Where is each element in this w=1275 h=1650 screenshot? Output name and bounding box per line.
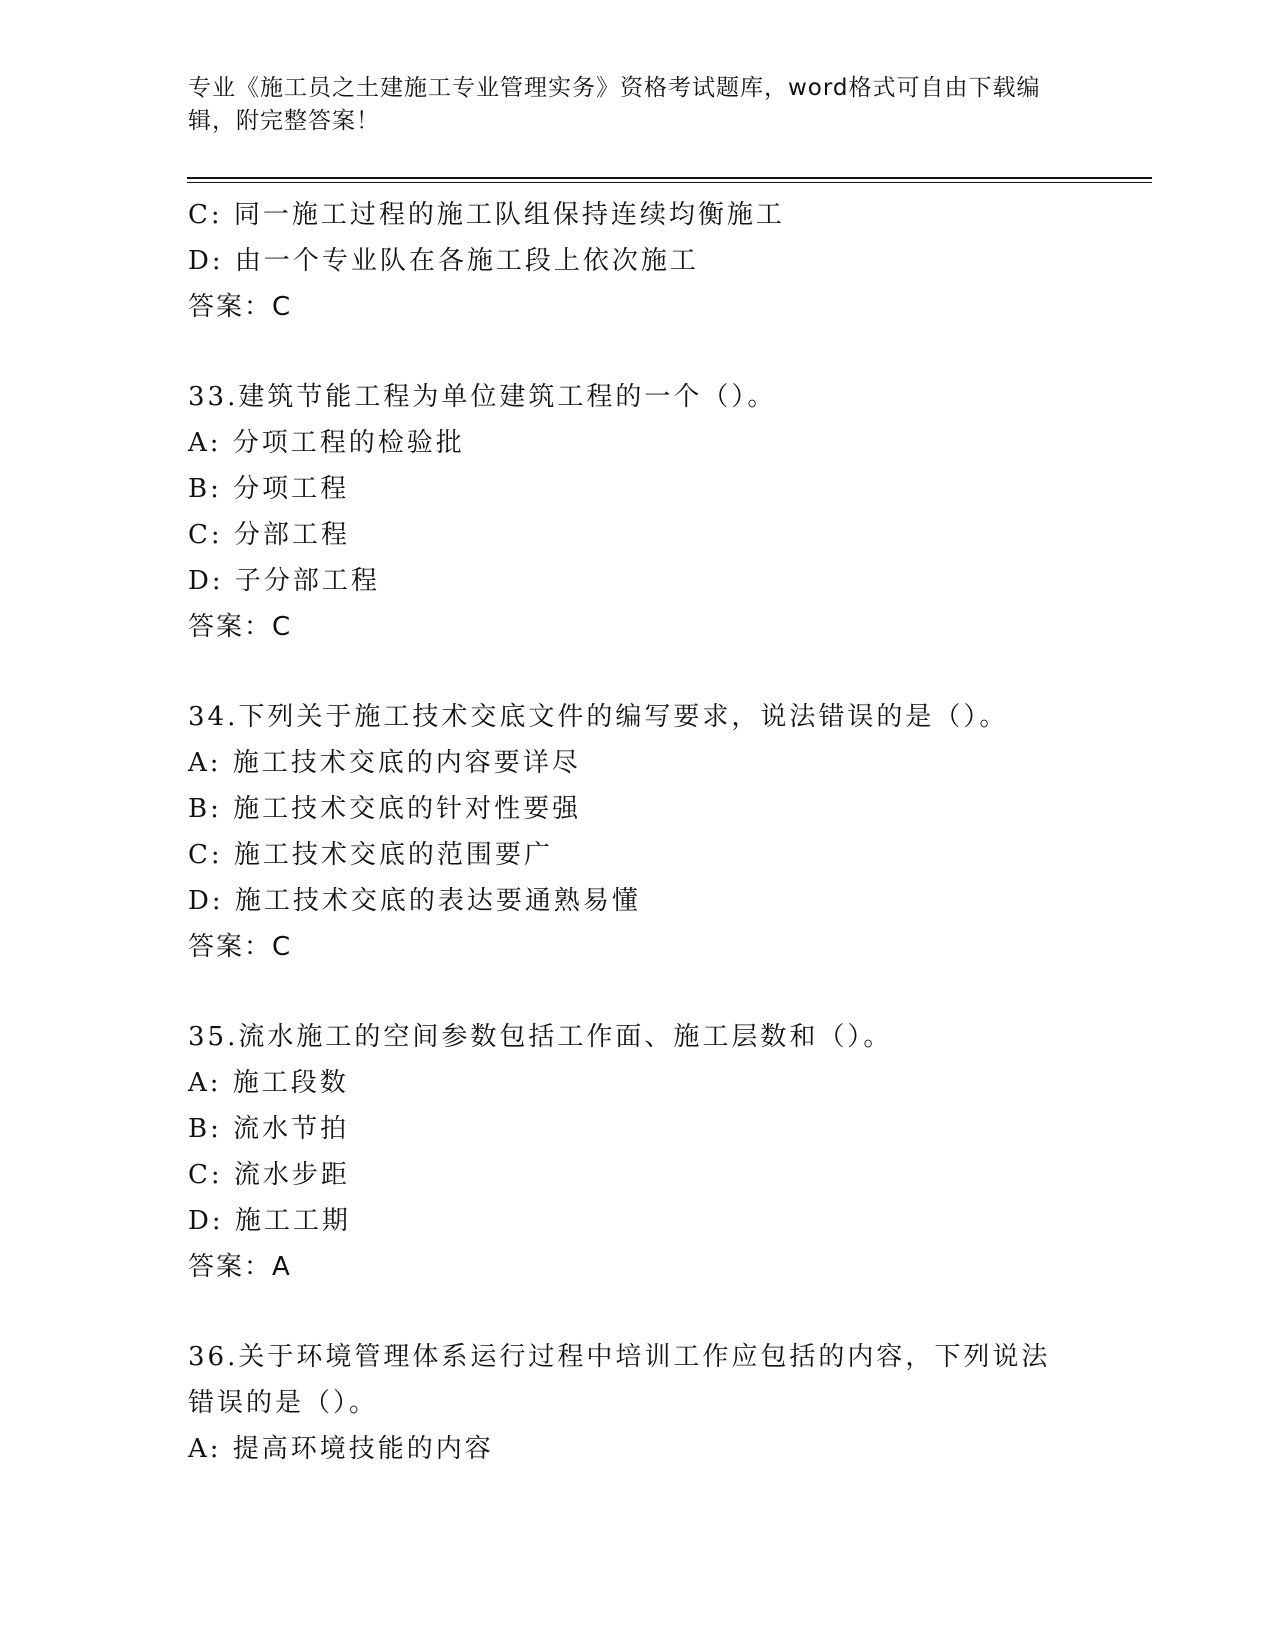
option-a: A: 施工段数 (188, 1068, 349, 1098)
option-c: C: 流水步距 (188, 1160, 350, 1190)
option-c: C: 分部工程 (188, 520, 350, 550)
document-header: 专业《施工员之土建施工专业管理实务》资格考试题库，word格式可自由下载编辑，附完整答案！ (188, 75, 1041, 134)
option-d: D: 子分部工程 (188, 566, 380, 596)
spacer (188, 650, 1088, 694)
header-rule-thin (187, 182, 1152, 183)
option-c: C: 同一施工过程的施工队组保持连续均衡施工 (188, 200, 785, 230)
option-d: D: 由一个专业队在各施工段上依次施工 (188, 246, 699, 276)
option-b: B: 施工技术交底的针对性要强 (188, 794, 582, 824)
question-stem: 33.建筑节能工程为单位建筑工程的一个（）。 (188, 382, 777, 412)
option-d: D: 施工工期 (188, 1206, 351, 1236)
question-block-35 (188, 1014, 1088, 1290)
option-a: A: 分项工程的检验批 (188, 428, 465, 458)
header-rule-thick (187, 177, 1152, 179)
question-block-36 (188, 1334, 1088, 1472)
question-block-prev (188, 192, 1088, 330)
question-block-34 (188, 694, 1088, 970)
spacer (188, 330, 1088, 374)
option-c: C: 施工技术交底的范围要广 (188, 840, 553, 870)
spacer (188, 970, 1088, 1014)
question-list (188, 192, 1088, 1472)
option-b: B: 分项工程 (188, 474, 350, 504)
question-block-33 (188, 374, 1088, 650)
answer-line: 答案：A (188, 1252, 292, 1282)
question-stem: 34.下列关于施工技术交底文件的编写要求，说法错误的是（）。 (188, 702, 1009, 732)
answer-line: 答案：C (188, 292, 293, 322)
option-b: B: 流水节拍 (188, 1114, 350, 1144)
option-a: A: 施工技术交底的内容要详尽 (188, 748, 581, 778)
option-a: A: 提高环境技能的内容 (188, 1434, 494, 1464)
answer-line: 答案：C (188, 612, 293, 642)
spacer (188, 1290, 1088, 1334)
option-d: D: 施工技术交底的表达要通熟易懂 (188, 886, 641, 916)
question-stem: 36.关于环境管理体系运行过程中培训工作应包括的内容，下列说法错误的是（）。 (188, 1342, 1051, 1418)
question-stem: 35.流水施工的空间参数包括工作面、施工层数和（）。 (188, 1022, 893, 1052)
answer-line: 答案：C (188, 932, 293, 962)
